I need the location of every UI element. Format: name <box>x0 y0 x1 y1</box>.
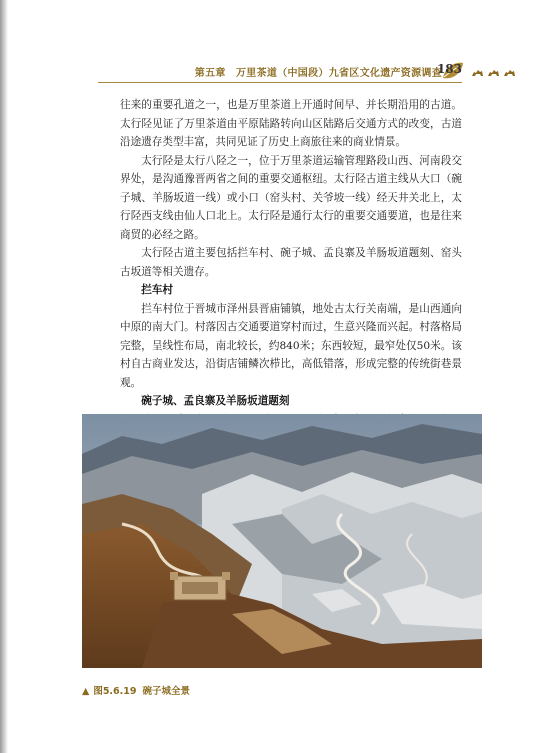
page-header <box>0 52 546 88</box>
paragraph: 太行陉古道主要包括拦车村、碗子城、孟良寨及羊肠坂道题刻、窑头古坂道等相关遗存。 <box>120 247 462 278</box>
wanzicheng-panorama-photo <box>82 414 482 668</box>
chapter-title: 第五章 万里茶道（中国段）九省区文化遗产资源调查 <box>194 68 442 79</box>
caption-triangle-icon: ▲ <box>82 686 90 697</box>
body-text <box>120 96 462 466</box>
section-heading-lanche-village: 拦车村 <box>141 284 173 296</box>
paragraph: 往来的重要孔道之一，也是万里茶道上开通时间早、并长期沿用的古道。太行陉见证了万里茶道由平原陆路转向山区陆路后交通方式的改变，古道沿途遗存类型丰富，共同见证了历史上商旅往来的商业情景。 <box>120 99 462 148</box>
landscape-illustration <box>82 414 482 668</box>
section-heading-wanzicheng: 碗子城、孟良寨及羊肠坂道题刻 <box>141 395 290 407</box>
paragraph: 拦车村位于晋城市泽州县晋庙铺镇，地处古太行关南端，是山西通向中原的南大门。村落因古交通要道穿村而过，生意兴隆而兴起。村落格局完整，呈线性布局，南北较长，约840米；东西较短，最窄处仅50米。该村自古商业发达，沿街店铺鳞次栉比，高低错落，形成完整的传统街巷景观。 <box>120 302 462 389</box>
figure-label: 图5.6.19 <box>93 686 137 697</box>
camel-caravan-icon <box>470 66 520 80</box>
page-edge-shadow <box>0 0 8 753</box>
header-rule <box>98 82 462 83</box>
figure-caption-text: 碗子城全景 <box>142 686 190 697</box>
paragraph: 太行陉是太行八陉之一，位于万里茶道运输管理路段山西、河南段交界处，是沟通豫晋两省之间的重要交通枢纽。太行陉古道主线从大口（碗子城、羊肠坂道一线）或小口（窑头村、关爷坡一线）经天井关北上，太行陉西支线由仙人口北上。太行陉是通行太行的重要交通要道，也是往来商贸的必经之路。 <box>120 154 462 241</box>
figure-caption <box>82 683 190 697</box>
page-number: 183 <box>436 62 462 76</box>
